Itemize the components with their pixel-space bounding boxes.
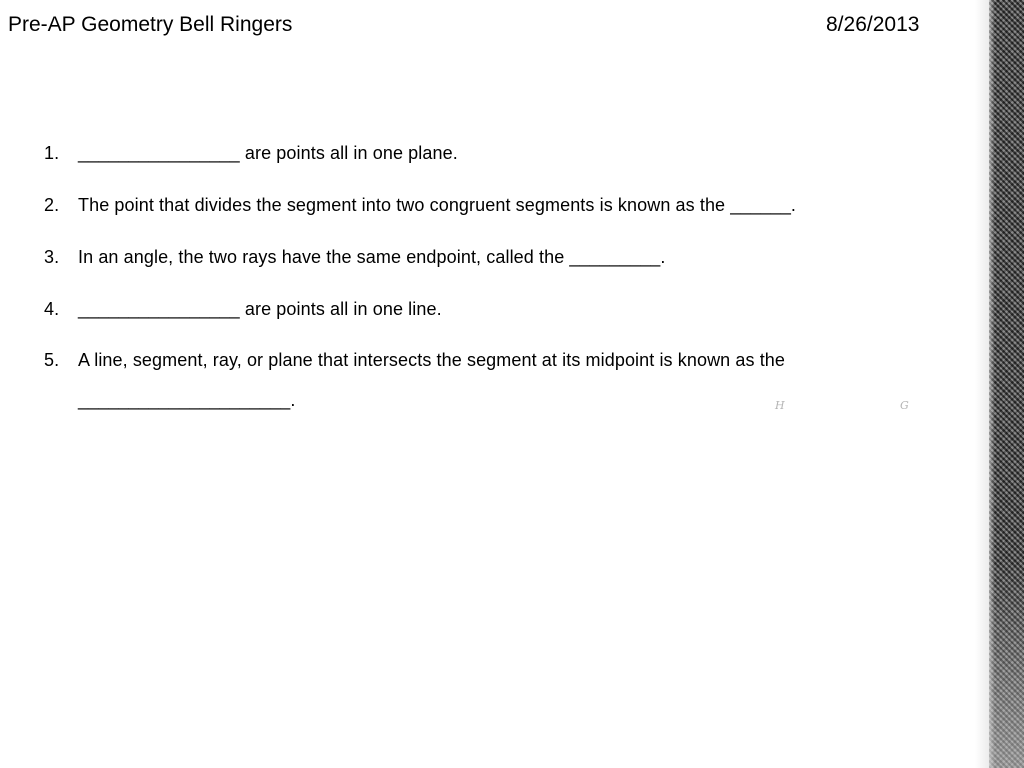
question-number: 3. [44,247,60,267]
question-text: A line, segment, ray, or plane that intersects the segment at its midpoint is known as the _____________________. [78,350,791,410]
question-text: In an angle, the two rays have the same endpoint, called the _________. [78,247,666,267]
page-title: Pre-AP Geometry Bell Ringers [8,13,293,36]
question-text: The point that divides the segment into two congruent segments is known as the ______. [78,195,797,215]
question-item [44,294,979,324]
edge-fade [989,560,1024,768]
question-text: ________________ are points all in one plane. [78,143,458,163]
question-number: 4. [44,299,60,319]
stray-mark: H [775,399,785,412]
question-item [44,242,979,272]
stray-mark: G [900,399,909,412]
date-label: 8/26/2013 [826,13,920,36]
question-item [44,138,979,168]
question-number: 5. [44,350,60,370]
question-text: ________________ are points all in one line. [78,299,442,319]
question-number: 1. [44,143,60,163]
question-list [44,138,979,442]
question-item [44,340,979,420]
question-item [44,190,979,220]
question-number: 2. [44,195,60,215]
